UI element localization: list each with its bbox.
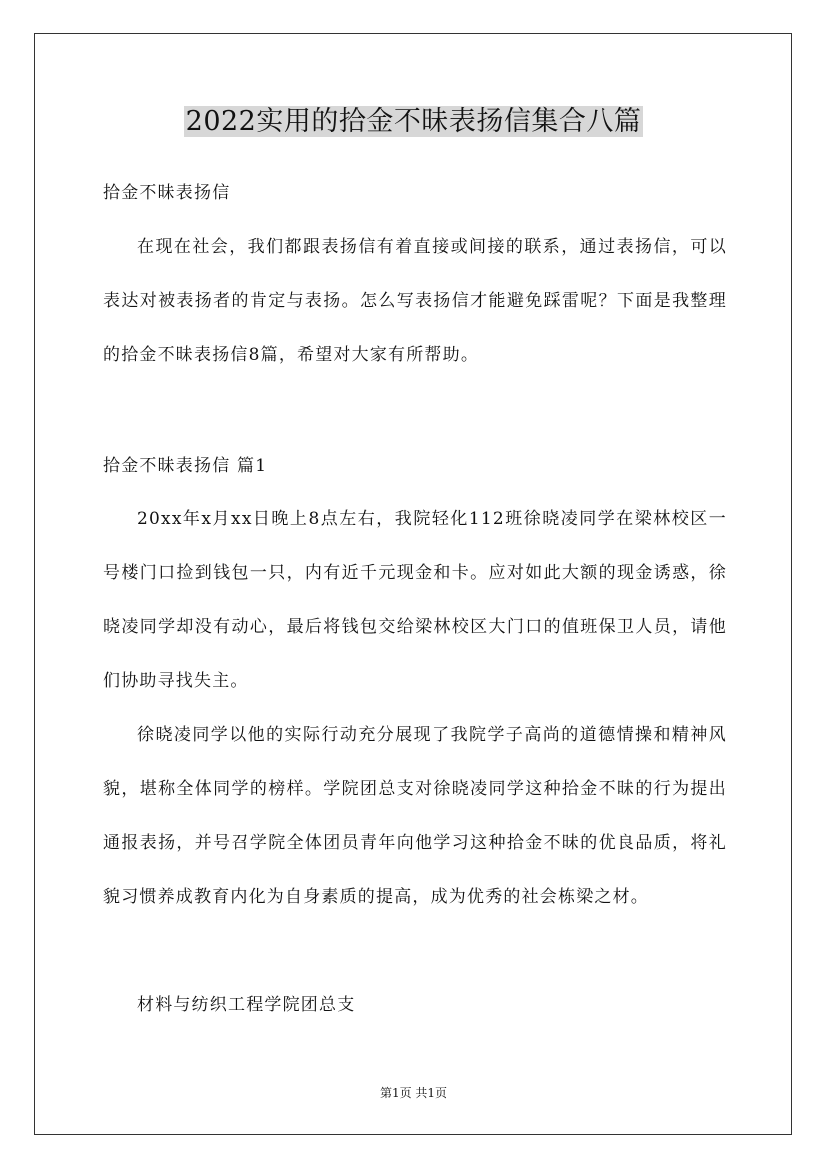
article-heading: 拾金不昧表扬信 篇1 <box>103 456 268 476</box>
page-footer: 第1页 共1页 <box>379 1086 448 1100</box>
document-title-text: 2022实用的拾金不昧表扬信集合八篇 <box>185 106 642 137</box>
paragraph-1: 20xx年x月xx日晚上8点左右，我院轻化112班徐晓凌同学在梁林校区一号楼门口捡到钱包一只，内有近千元现金和卡。应对如此大额的现金诱惑，徐晓凌同学却没有动心，最后将钱包交给梁林校区大门口的值班保卫人员，请他们协助寻找失主。 <box>103 509 727 691</box>
intro-paragraph: 在现在社会，我们都跟表扬信有着直接或间接的联系，通过表扬信，可以表达对被表扬者的肯定与表扬。怎么写表扬信才能避免踩雷呢？下面是我整理的拾金不昧表扬信8篇，希望对大家有所帮助。 <box>103 237 727 365</box>
document-title <box>0 100 827 144</box>
signature: 材料与纺织工程学院团总支 <box>137 995 356 1015</box>
paragraph-2: 徐晓凌同学以他的实际行动充分展现了我院学子高尚的道德情操和精神风貌，堪称全体同学的榜样。学院团总支对徐晓凌同学这种拾金不昧的行为提出通报表扬，并号召学院全体团员青年向他学习这种拾金不昧的优良品质，将礼貌习惯养成教育内化为自身素质的提高，成为优秀的社会栋梁之材。 <box>103 725 727 907</box>
section-heading: 拾金不昧表扬信 <box>103 183 231 203</box>
